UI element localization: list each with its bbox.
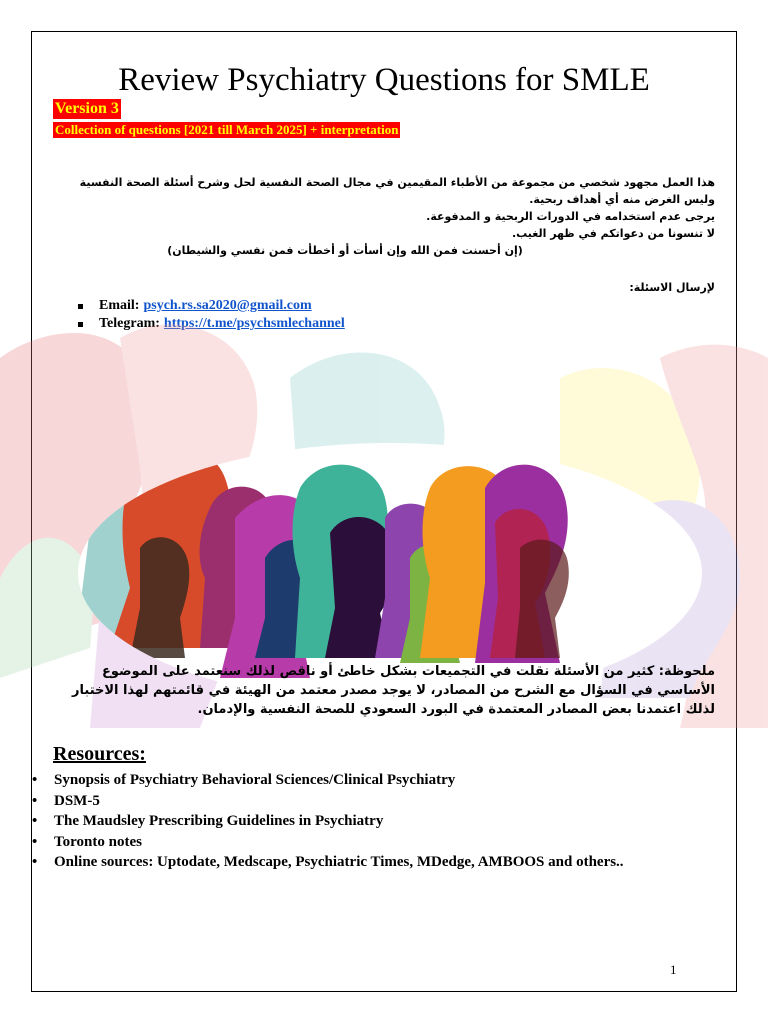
version-label: Version 3 (55, 100, 119, 117)
email-label: Email: (99, 298, 140, 313)
page-number: 1 (670, 962, 677, 977)
resource-text: Synopsis of Psychiatry Behavioral Sciences/Clinical Psychiatry (54, 772, 456, 788)
resources-heading: Resources: (53, 743, 146, 765)
list-item (32, 852, 624, 873)
telegram-link[interactable]: https://t.me/psychsmlechannel (163, 316, 345, 331)
bullet-icon: • (32, 833, 38, 850)
arabic-intro-line: يرجى عدم استخدامه في الدورات الربحية و المدفوعة. (426, 210, 715, 223)
bullet-icon: • (32, 772, 38, 788)
document-title: Review Psychiatry Questions for SMLE (118, 62, 650, 98)
list-item (32, 770, 624, 791)
arabic-intro-quote: (إن أحسنت فمن الله وإن أسأت أو أخطأت فمن نفسي والشيطان) (167, 244, 523, 257)
telegram-label: Telegram: (99, 316, 160, 331)
arabic-send-label: لإرسال الاسئلة: (629, 281, 715, 294)
contact-email-row (78, 297, 345, 315)
bullet-icon: • (32, 792, 38, 809)
list-item (32, 832, 624, 853)
resources-list (32, 770, 624, 873)
resource-text: The Maudsley Prescribing Guidelines in Psychiatry (54, 813, 384, 829)
bullet-square-icon (78, 304, 83, 309)
resource-text: Online sources: Uptodate, Medscape, Psychiatric Times, MDedge, AMBOOS and others.. (54, 854, 624, 870)
collection-label: Collection of questions [2021 till March 2025] + interpretation (55, 122, 399, 137)
list-item (32, 791, 624, 812)
arabic-note: ملحوظة: كثير من الأسئلة نقلت في التجميعات بشكل خاطئ أو ناقص لذلك سنعتمد على الموضوع الأساسي في السؤال مع الشرح من المصادر، لا يوجد مصدر معتمد من الهيئة في قائمتهم لهذا الاختبار لذلك اعتمدنا بعض المصادر المعتمدة في البورد السعودي للصحة النفسية والإدمان. (72, 664, 715, 717)
resource-text: DSM-5 (54, 792, 100, 809)
arabic-intro-line: لا تنسونا من دعواتكم في ظهر الغيب. (511, 227, 715, 240)
resource-text: Toronto notes (54, 833, 142, 850)
arabic-intro (55, 174, 715, 259)
bullet-icon: • (32, 854, 38, 870)
list-item (32, 811, 624, 832)
bullet-icon: • (32, 813, 38, 829)
arabic-intro-line: هذا العمل مجهود شخصي من مجموعة من الأطباء المقيمين في مجال الصحة النفسية لحل وشرح أسئلة الصحة النفسية وليس الغرض منه أي أهداف ربحية. (79, 176, 715, 206)
email-link[interactable]: psych.rs.sa2020@gmail.com (143, 298, 312, 313)
